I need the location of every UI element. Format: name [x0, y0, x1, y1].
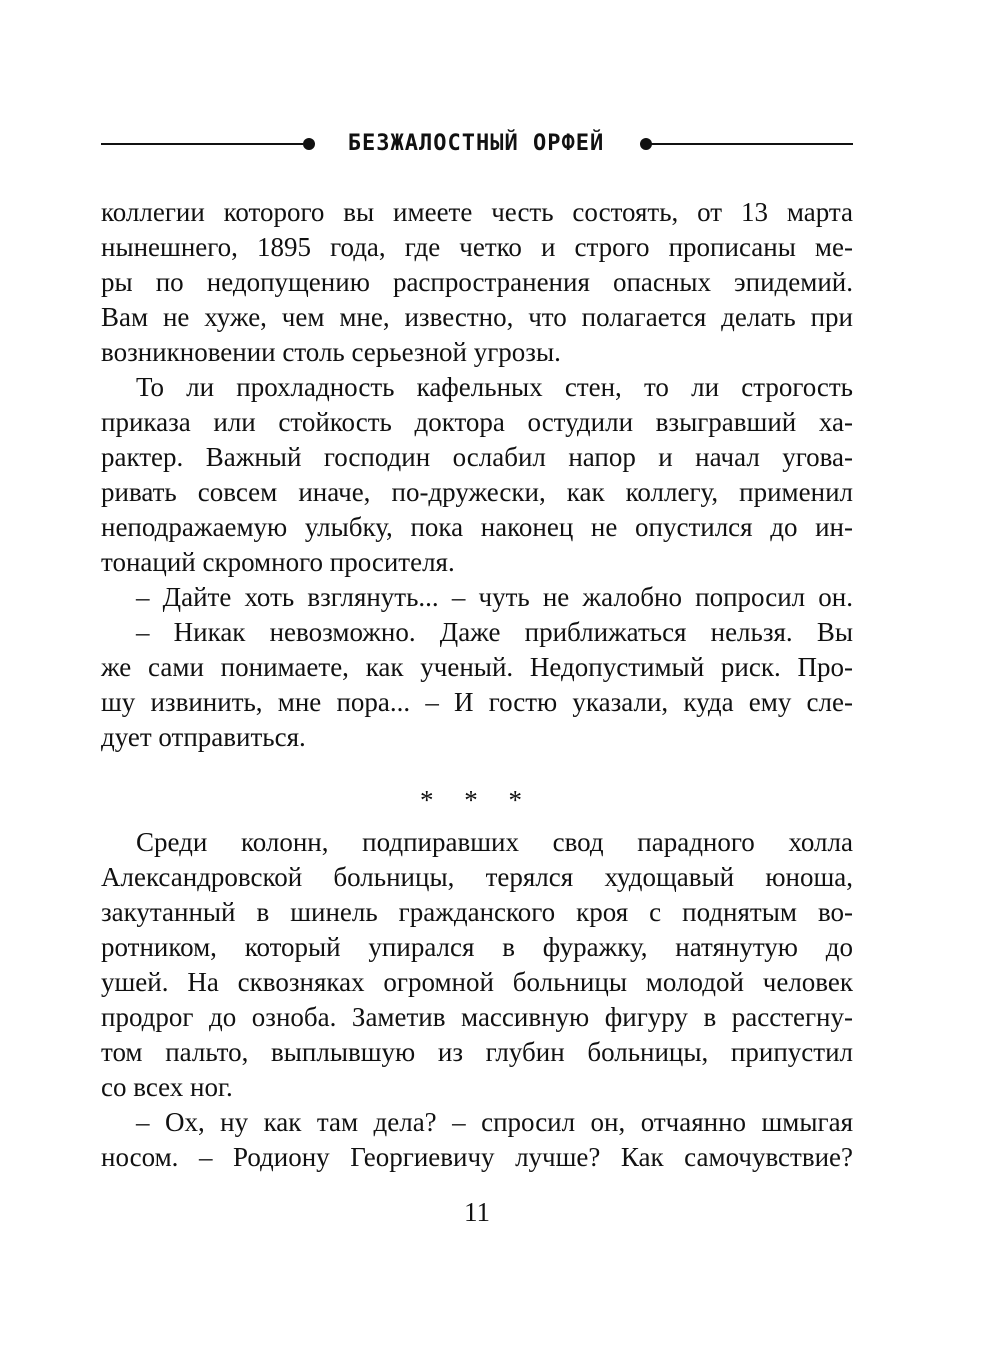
header-dot-left [303, 138, 315, 150]
text-line: закутанный в шинель гражданского кроя с поднятым во- [101, 897, 853, 927]
header-rule-right [648, 143, 853, 145]
body-text-bottom [101, 825, 853, 1175]
text-line: нынешнего, 1895 года, где четко и строго прописаны ме- [101, 232, 853, 262]
header-rule-left [101, 143, 303, 145]
running-title: БЕЗЖАЛОСТНЫЙ ОРФЕЙ [347, 131, 605, 156]
text-line: шу извинить, мне пора... – И гостю указали, куда ему сле- [101, 687, 853, 717]
text-line: То ли прохладность кафельных стен, то ли строгость [136, 372, 853, 402]
text-line: продрог до озноба. Заметив массивную фигуру в расстегну- [101, 1002, 853, 1032]
text-line: возникновении столь серьезной угрозы. [101, 337, 561, 367]
text-line: Вам не хуже, чем мне, известно, что полагается делать при [101, 302, 853, 332]
text-line: дует отправиться. [101, 722, 306, 752]
text-line: же сами понимаете, как ученый. Недопустимый риск. Про- [101, 652, 853, 682]
text-line: носом. – Родиону Георгиевичу лучше? Как самочувствие? [101, 1142, 853, 1172]
text-line: том пальто, выплывшую из глубин больницы, припустил [101, 1037, 853, 1067]
text-line: – Никак невозможно. Даже приближаться нельзя. Вы [136, 617, 853, 647]
text-line: – Ох, ну как там дела? – спросил он, отчаянно шмыгая [136, 1107, 853, 1137]
running-header [101, 127, 853, 161]
text-line: ры по недопущению распространения опасных эпидемий. [101, 267, 853, 297]
text-line: со всех ног. [101, 1072, 233, 1102]
text-line: рактер. Важный господин ослабил напор и начал угова- [101, 442, 853, 472]
page-number: 11 [464, 1197, 490, 1227]
text-line: ротником, который упирался в фуражку, натянутую до [101, 932, 853, 962]
text-line: Александровской больницы, терялся худощавый юноша, [101, 862, 853, 892]
text-line: тонаций скромного просителя. [101, 547, 455, 577]
text-line: – Дайте хоть взглянуть... – чуть не жалобно попросил он. [136, 582, 853, 612]
text-line: приказа или стойкость доктора остудили взыгравший ха- [101, 407, 853, 437]
text-line: Среди колонн, подпиравших свод парадного холла [136, 827, 853, 857]
text-line: ривать совсем иначе, по-дружески, как коллегу, применил [101, 477, 853, 507]
text-line: неподражаемую улыбку, пока наконец не опустился до ин- [101, 512, 853, 542]
section-separator: * * * [420, 785, 534, 815]
text-line: коллегии которого вы имеете честь состоять, от 13 марта [101, 197, 853, 227]
body-text-top [101, 195, 853, 755]
text-line: ушей. На сквозняках огромной больницы молодой человек [101, 967, 853, 997]
